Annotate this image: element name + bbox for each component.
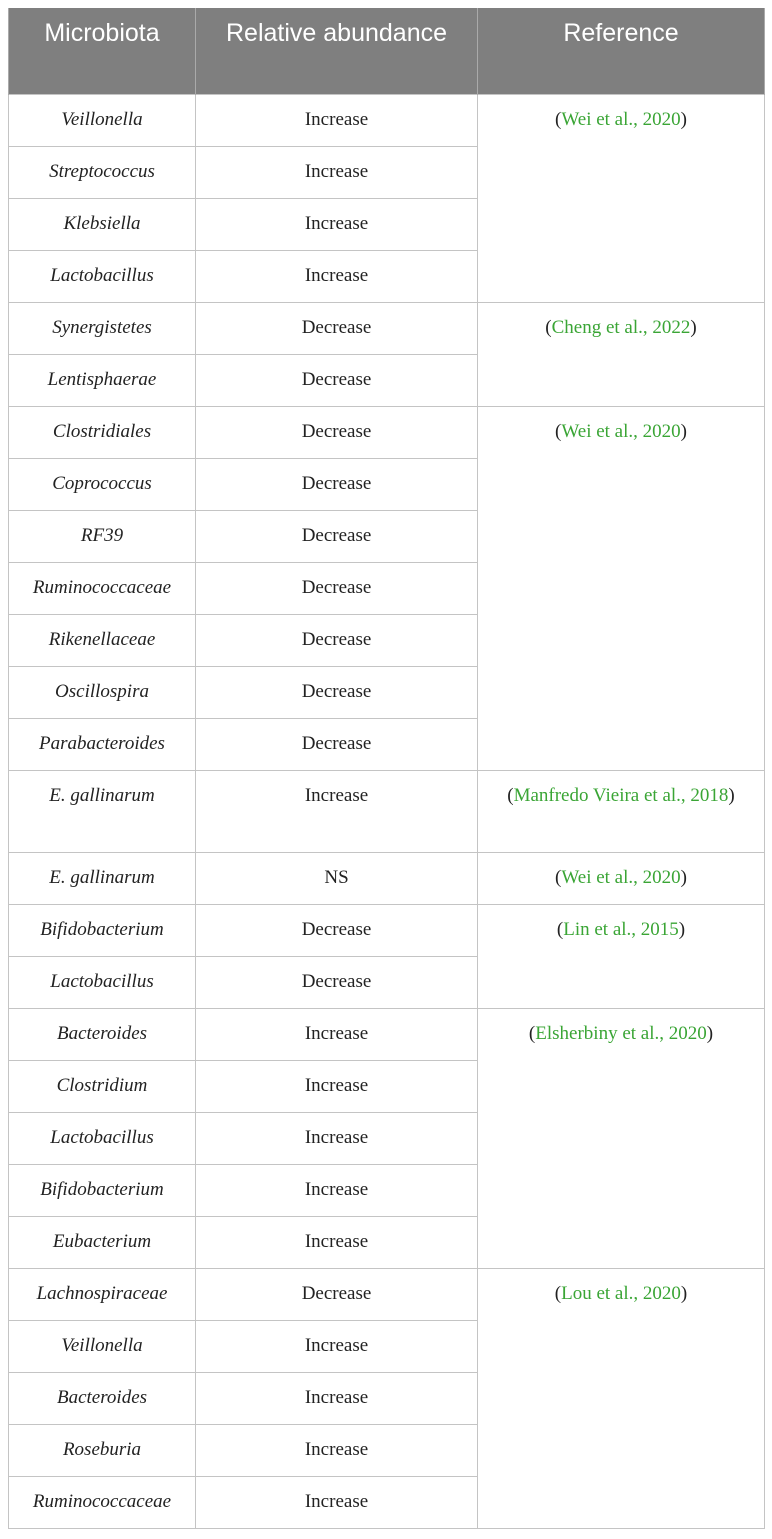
table-row: [9, 1008, 765, 1060]
microbiota-cell: E. gallinarum: [9, 770, 196, 852]
reference-link[interactable]: Cheng et al., 2022: [551, 316, 691, 338]
reference-close-paren: ): [678, 918, 686, 940]
microbiota-cell: Clostridiales: [9, 406, 196, 458]
reference-link[interactable]: Wei et al., 2020: [561, 866, 681, 888]
microbiota-cell: RF39: [9, 510, 196, 562]
abundance-cell: Decrease: [196, 904, 478, 956]
abundance-cell: Increase: [196, 250, 478, 302]
abundance-cell: Increase: [196, 1476, 478, 1528]
header-reference: [478, 8, 765, 94]
reference-link[interactable]: Lou et al., 2020: [561, 1282, 681, 1304]
abundance-cell: Increase: [196, 1320, 478, 1372]
table-body: [9, 94, 765, 1528]
reference-cell: [478, 852, 765, 904]
abundance-cell: Decrease: [196, 956, 478, 1008]
microbiota-cell: Roseburia: [9, 1424, 196, 1476]
abundance-cell: Increase: [196, 1164, 478, 1216]
reference-cell: [478, 1008, 765, 1268]
reference-open-paren: (: [555, 108, 562, 130]
microbiota-cell: Parabacteroides: [9, 718, 196, 770]
header-microbiota: [9, 8, 196, 94]
table-row: [9, 852, 765, 904]
abundance-cell: Increase: [196, 770, 478, 852]
abundance-cell: Increase: [196, 1008, 478, 1060]
abundance-cell: Decrease: [196, 406, 478, 458]
abundance-cell: Decrease: [196, 458, 478, 510]
abundance-cell: Decrease: [196, 614, 478, 666]
microbiota-cell: Veillonella: [9, 94, 196, 146]
reference-link[interactable]: Wei et al., 2020: [561, 420, 681, 442]
reference-close-paren: ): [680, 1282, 688, 1304]
microbiota-cell: Rikenellaceae: [9, 614, 196, 666]
reference-close-paren: ): [690, 316, 697, 338]
abundance-cell: Decrease: [196, 718, 478, 770]
microbiota-cell: Lactobacillus: [9, 250, 196, 302]
reference-cell: [478, 770, 765, 852]
reference-cell: [478, 302, 765, 406]
table-row: [9, 770, 765, 852]
abundance-cell: Increase: [196, 198, 478, 250]
reference-close-paren: ): [680, 420, 687, 442]
reference-open-paren: (: [555, 420, 562, 442]
microbiota-cell: Bacteroides: [9, 1372, 196, 1424]
reference-link[interactable]: Manfredo Vieira et al., 2018: [513, 784, 729, 806]
reference-close-paren: ): [680, 108, 687, 130]
reference-open-paren: (: [545, 316, 552, 338]
microbiota-cell: Bifidobacterium: [9, 1164, 196, 1216]
microbiota-cell: Bacteroides: [9, 1008, 196, 1060]
microbiota-cell: Lactobacillus: [9, 956, 196, 1008]
table-row: [9, 94, 765, 146]
microbiota-cell: Ruminococcaceae: [9, 1476, 196, 1528]
abundance-cell: Increase: [196, 1372, 478, 1424]
abundance-cell: NS: [196, 852, 478, 904]
abundance-cell: Decrease: [196, 1268, 478, 1320]
abundance-cell: Increase: [196, 94, 478, 146]
table-row: [9, 904, 765, 956]
abundance-cell: Decrease: [196, 562, 478, 614]
reference-close-paren: ): [680, 866, 687, 888]
reference-link[interactable]: Lin et al., 2015: [563, 918, 679, 940]
microbiota-cell: Coprococcus: [9, 458, 196, 510]
microbiota-cell: Eubacterium: [9, 1216, 196, 1268]
table-row: [9, 406, 765, 458]
abundance-cell: Decrease: [196, 510, 478, 562]
microbiota-cell: E. gallinarum: [9, 852, 196, 904]
abundance-cell: Increase: [196, 146, 478, 198]
microbiota-cell: Bifidobacterium: [9, 904, 196, 956]
abundance-cell: Decrease: [196, 302, 478, 354]
header-label: Microbiota: [44, 19, 160, 47]
header-relative-abundance: [196, 8, 478, 94]
abundance-cell: Increase: [196, 1216, 478, 1268]
reference-cell: [478, 94, 765, 302]
reference-cell: [478, 1268, 765, 1528]
abundance-cell: Increase: [196, 1112, 478, 1164]
microbiota-cell: Lactobacillus: [9, 1112, 196, 1164]
reference-close-paren: ): [728, 784, 735, 806]
microbiota-cell: Synergistetes: [9, 302, 196, 354]
header-label: Reference: [563, 19, 679, 47]
header-label: Relative abundance: [226, 19, 447, 47]
abundance-cell: Increase: [196, 1060, 478, 1112]
microbiota-table: [8, 8, 765, 1529]
table-row: [9, 1268, 765, 1320]
reference-link[interactable]: Elsherbiny et al., 2020: [535, 1022, 707, 1044]
header-row: [9, 8, 765, 94]
abundance-cell: Increase: [196, 1424, 478, 1476]
reference-cell: [478, 406, 765, 770]
microbiota-cell: Streptococcus: [9, 146, 196, 198]
microbiota-cell: Lachnospiraceae: [9, 1268, 196, 1320]
abundance-cell: Decrease: [196, 354, 478, 406]
microbiota-cell: Lentisphaerae: [9, 354, 196, 406]
table-row: [9, 302, 765, 354]
reference-cell: [478, 904, 765, 1008]
microbiota-cell: Klebsiella: [9, 198, 196, 250]
microbiota-cell: Clostridium: [9, 1060, 196, 1112]
microbiota-cell: Veillonella: [9, 1320, 196, 1372]
reference-open-paren: (: [556, 918, 564, 940]
reference-open-paren: (: [507, 784, 514, 806]
reference-close-paren: ): [706, 1022, 714, 1044]
microbiota-cell: Ruminococcaceae: [9, 562, 196, 614]
reference-link[interactable]: Wei et al., 2020: [561, 108, 681, 130]
reference-open-paren: (: [555, 866, 562, 888]
reference-open-paren: (: [554, 1282, 562, 1304]
reference-open-paren: (: [528, 1022, 536, 1044]
microbiota-cell: Oscillospira: [9, 666, 196, 718]
table-header: [9, 8, 765, 94]
abundance-cell: Decrease: [196, 666, 478, 718]
